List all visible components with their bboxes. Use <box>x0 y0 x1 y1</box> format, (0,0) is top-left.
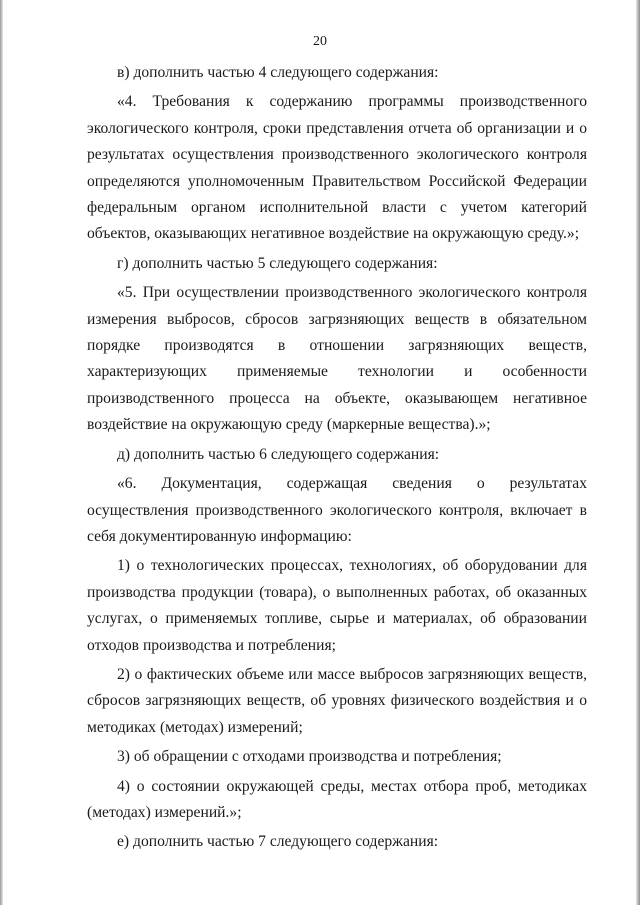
paragraph-part-4: «4. Требования к содержанию программы производственного экологического контроля, сроки представления отчета об организации и о результатах осуществления производственного экологического контроля определяются уполномоченным Правительством Российской Федерации федеральным органом исполнительной власти с учетом категорий объектов, оказывающих негативное воздействие на окружающую среду.»; <box>87 93 587 243</box>
paragraph-amendment-d: д) дополнить частью 6 следующего содержания: <box>117 445 440 463</box>
list-item-1: 1) о технологических процессах, технологиях, об оборудовании для производства продукции (товара), о выполненных работах, об оказанных услугах, о применяемых топливе, сырье и материалах, об образовании отходов производства и потребления; <box>87 557 587 654</box>
document-body <box>87 60 587 856</box>
scan-edge-right <box>636 0 640 905</box>
list-item-2: 2) о фактических объеме или массе выбросов загрязняющих веществ, сбросов загрязняющих веществ, об уровнях физического воздействия и о методиках (методах) измерений; <box>87 665 587 736</box>
paragraph-part-5: «5. При осуществлении производственного экологического контроля измерения выбросов, сбросов загрязняющих веществ в обязательном порядке производятся в отношении загрязняющих веществ, характеризующих применяемые технологии и особенности производственного процесса на объекте, оказывающем негативное воздействие на окружающую среду (маркерные вещества).»; <box>87 284 587 434</box>
paragraph-amendment-g: г) дополнить частью 5 следующего содержания: <box>117 254 438 272</box>
page-number: 20 <box>313 34 327 49</box>
scan-edge-left <box>0 0 3 905</box>
paragraph-amendment-v: в) дополнить частью 4 следующего содержания: <box>117 64 439 81</box>
paragraph-part-6: «6. Документация, содержащая сведения о результатах осуществления производственного экологического контроля, включает в себя документированную информацию: <box>87 475 587 545</box>
paragraph-amendment-e: е) дополнить частью 7 следующего содержания: <box>117 833 439 851</box>
list-item-4: 4) о состоянии окружающей среды, местах отбора проб, методиках (методах) измерений.»; <box>87 777 587 821</box>
list-item-3: 3) об обращении с отходами производства и потребления; <box>117 748 502 766</box>
